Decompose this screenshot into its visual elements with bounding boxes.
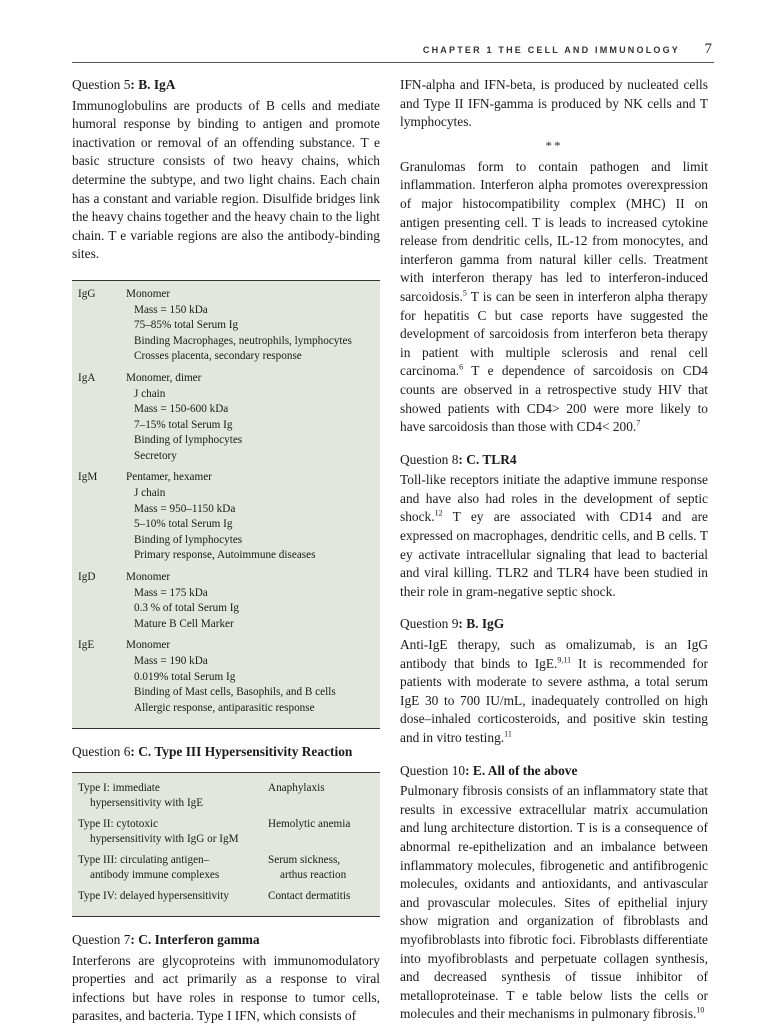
hypersensitivity-type: Type III: circulating antigen– antibody immune complexes xyxy=(78,853,220,881)
ig-property: Crosses placenta, secondary response xyxy=(134,350,302,363)
ig-property: Monomer xyxy=(126,639,171,652)
question-9-text: Anti-IgE therapy, such as omalizumab, is an IgG antibody that binds to IgE.$^{9,11}$ It is recommended for patients with moderate to severe asthma, a total serum IgE 30 to 700 IU/mL, inadequately controlled on high dose–inhaled corticosteroids, and positive skin testing and in vitro testing.$^{11}$ xyxy=(400,637,708,745)
reference-7: 7 xyxy=(636,418,641,428)
question-7-text: Interferons are glycoproteins with immunomodulatory properties and act primarily as a response to viral infections but have roles in response to tumor cells, parasites, and bacteria. Type I IFN, which consists of xyxy=(72,952,380,1024)
hypersensitivity-type: Type II: cytotoxic hypersensitivity with IgG or IgM xyxy=(78,817,239,845)
running-title: CHAPTER 1 THE CELL AND IMMUNOLOGY xyxy=(422,45,680,55)
ig-name: IgA xyxy=(78,371,96,384)
page-number: 7 xyxy=(704,41,712,57)
ig-property: Mass = 175 kDa xyxy=(134,586,208,599)
ig-property: Binding of lymphocytes xyxy=(134,533,243,546)
question-5-heading: Question 5: B. IgA xyxy=(72,77,176,92)
ig-name: IgM xyxy=(78,471,98,484)
hypersensitivity-row xyxy=(72,853,380,883)
hypersensitivity-row xyxy=(72,889,380,904)
hypersensitivity-type: Type I: immediate hypersensitivity with IgE xyxy=(78,781,204,809)
ig-property: Mass = 150 kDa xyxy=(134,303,208,316)
ig-name: IgD xyxy=(78,571,96,584)
section-divider-stars: ** xyxy=(545,137,563,153)
right-column xyxy=(400,76,708,1024)
question-5-text: Immunoglobulins are products of B cells and mediate humoral response by binding to antigen and promote inactivation or removal of an offending substance. T e basic structure consists of two heavy chains, which determine the subtype, and two light chains. Each chain has a constant and variable region. Disulfide bridges link the heavy chains together and the heavy chain to the light chain. T e variable regions are also the antibody-binding sites. xyxy=(72,97,380,262)
question-10-heading: Question 10: E. All of the above xyxy=(400,762,578,778)
ig-property: 0.019% total Serum Ig xyxy=(134,670,236,683)
left-column xyxy=(72,76,380,1026)
ig-property: Mature B Cell Marker xyxy=(134,617,234,630)
reference-5: 5 xyxy=(462,288,467,298)
ig-property: Mass = 190 kDa xyxy=(134,655,208,667)
hypersensitivity-example: Serum sickness, arthus reaction xyxy=(268,853,347,881)
ig-property: Binding of lymphocytes xyxy=(134,434,243,447)
ig-property: Mass = 950–1150 kDa xyxy=(134,502,236,515)
reference-6: 6 xyxy=(459,362,464,372)
question-8-text: Toll-like receptors initiate the adaptive immune response and have also had roles in the development of septic shock.$^{12}$ T ey are associated with CD14 and are expressed on macrophages, dendritic cells, and B cells. T ey activate intracellular signaling that lead to bacterial and viral killing. TLR2 and TLR4 have been studied in their role in gram-negative septic shock. xyxy=(400,472,708,599)
ig-property: Secretory xyxy=(134,449,177,462)
immunoglobulin-table xyxy=(72,280,380,729)
ig-table-row xyxy=(72,287,380,365)
ig-table-row xyxy=(72,638,380,716)
ig-name: IgG xyxy=(78,287,96,300)
ig-table-row xyxy=(72,371,380,465)
hypersensitivity-example: Contact dermatitis xyxy=(268,889,351,902)
question-10-text: Pulmonary fibrosis consists of an inflammatory state that results in excessive extracellular matrix accumulation and lung architecture distortion. T is is a consequence of abnormal re-epithelization and an imbalance between inflammatory molecules, fibrogenetic and antifibrogenic molecules, oxidants and antioxidants, and antivascular and provascular molecules. Sites of epithelial injury show migration and organization of fibroblasts and myofibroblasts into fibrotic foci. Fibroblasts differentiate into myofibroblasts and perpetuate collagen synthesis, and decreased synthesis of tissue inhibitor of metalloproteinase. T e table below lists the cells or molecules and their mechanisms in pulmonary fibrosis.$^{10}$ xyxy=(400,783,708,1022)
ig-property: Monomer xyxy=(126,571,171,584)
ig-property: J chain xyxy=(134,387,166,400)
ig-property: Pentamer, hexamer xyxy=(126,471,212,484)
running-header xyxy=(72,41,714,63)
hypersensitivity-type: Type IV: delayed hypersensitivity xyxy=(78,889,229,902)
ig-property: J chain xyxy=(134,487,166,500)
question-6-heading: Question 6: C. Type III Hypersensitivity Reaction xyxy=(72,744,353,760)
hypersensitivity-example: Hemolytic anemia xyxy=(268,817,351,830)
ig-properties xyxy=(126,570,239,632)
reference-9-11: 9,11 xyxy=(557,655,572,665)
ig-properties xyxy=(126,470,315,564)
ig-property: Binding of Mast cells, Basophils, and B cells xyxy=(134,686,336,699)
hypersensitivity-row xyxy=(72,781,380,811)
granuloma-paragraph: Granulomas form to contain pathogen and limit inflammation. Interferon alpha promotes overexpression of major histocompatibility complex (MHC) II on antigen presenting cell. T is leads to increased cytokine release from dendritic cells, IL-12 from monocytes, and interferon gamma from natural killer cells. Treatment with interferon therapy has led to interferon-induced sarcoidosis.$^5$ T is can be seen in interferon alpha therapy for hepatitis C but case reports have suggested the development of sarcoidosis from interferon beta therapy in patient with multiple sclerosis and renal cell carcinoma.$^6$ T e dependence of sarcoidosis on CD4 counts are observed in a retrospective study HIV that showed patients with CD4> 200 were more likely to have sarcoidosis than those with CD4< 200.$^7$ xyxy=(400,158,708,435)
hypersensitivity-table xyxy=(72,772,380,917)
ig-property: Monomer xyxy=(126,287,171,300)
reference-12: 12 xyxy=(434,509,443,518)
ig-name: IgE xyxy=(78,639,95,652)
hypersensitivity-row xyxy=(72,817,380,847)
ig-property: Binding Macrophages, neutrophils, lymphocytes xyxy=(134,334,352,347)
ig-properties xyxy=(126,287,352,365)
ig-property: 0.3 % of total Serum Ig xyxy=(134,602,240,615)
ig-property: 7–15% total Serum Ig xyxy=(134,418,233,431)
ig-property: 75–85% total Serum Ig xyxy=(134,319,239,332)
question-7-heading: Question 7: C. Interferon gamma xyxy=(72,931,260,947)
reference-11: 11 xyxy=(504,729,512,739)
ig-property: Monomer, dimer xyxy=(126,371,202,384)
question-9-heading: Question 9: B. IgG xyxy=(400,616,505,632)
ig-property: Allergic response, antiparasitic response xyxy=(134,701,315,714)
ig-property: Mass = 150-600 kDa xyxy=(134,403,229,416)
ig-table-row xyxy=(72,570,380,632)
ig-properties xyxy=(126,371,242,465)
reference-10: 10 xyxy=(696,1005,705,1015)
question-8-heading: Question 8: C. TLR4 xyxy=(400,451,517,467)
ig-property: 5–10% total Serum Ig xyxy=(134,518,233,531)
ig-table-row xyxy=(72,470,380,564)
ig-property: Primary response, Autoimmune diseases xyxy=(134,549,316,562)
ig-properties xyxy=(126,638,336,716)
question-7-continued: IFN-alpha and IFN-beta, is produced by nucleated cells and Type II IFN-gamma is produced by NK cells and T lymphocytes. xyxy=(400,77,708,130)
hypersensitivity-example: Anaphylaxis xyxy=(268,781,325,794)
